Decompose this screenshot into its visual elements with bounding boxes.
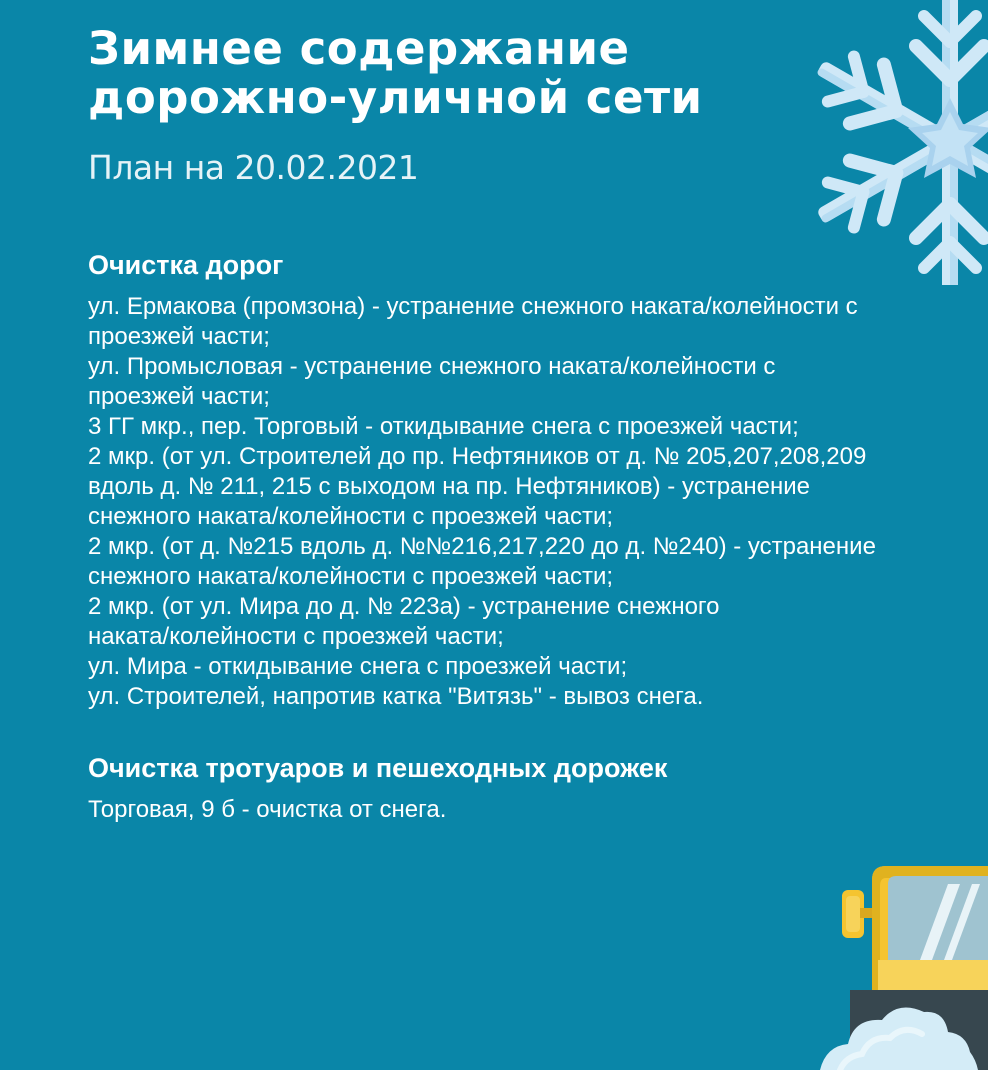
plan-date-subtitle: План на 20.02.2021 (88, 148, 419, 187)
list-item: ул. Строителей, напротив катка "Витязь" - вывоз снега. (88, 683, 704, 710)
list-item: 2 мкр. (от ул. Мира до д. № 223а) - устранение снежного (88, 593, 720, 620)
road-cleaning-list (88, 292, 958, 712)
road-cleaning-heading: Очистка дорог (88, 250, 284, 280)
list-item: 2 мкр. (от д. №215 вдоль д. №№216,217,220 до д. №240) - устранение (88, 533, 876, 560)
road-cleaning-section (88, 248, 958, 712)
walkway-cleaning-section (88, 751, 958, 825)
title-line-2: дорожно-уличной сети (88, 71, 703, 124)
list-item: ул. Промысловая - устранение снежного наката/колейности с (88, 353, 776, 380)
walkway-cleaning-list (88, 795, 958, 825)
list-item: снежного наката/колейности с проезжей части; (88, 563, 614, 590)
list-item: ул. Ермакова (промзона) - устранение снежного наката/колейности с (88, 293, 858, 320)
walkway-cleaning-heading: Очистка тротуаров и пешеходных дорожек (88, 753, 668, 783)
list-item: вдоль д. № 211, 215 с выходом на пр. Нефтяников) - устранение (88, 473, 810, 500)
list-item: ул. Мира - откидывание снега с проезжей части; (88, 653, 628, 680)
list-item: проезжей части; (88, 323, 270, 350)
list-item: Торговая, 9 б - очистка от снега. (88, 796, 447, 823)
list-item: наката/колейности с проезжей части; (88, 623, 504, 650)
snowflake-icon (800, 0, 988, 285)
title-line-1: Зимнее содержание (88, 22, 630, 75)
list-item: 2 мкр. (от ул. Строителей до пр. Нефтяников от д. № 205,207,208,209 (88, 443, 867, 470)
page-title (88, 24, 808, 122)
list-item: 3 ГГ мкр., пер. Торговый - откидывание снега с проезжей части; (88, 413, 799, 440)
list-item: проезжей части; (88, 383, 270, 410)
list-item: снежного наката/колейности с проезжей части; (88, 503, 614, 530)
snowplow-icon (820, 860, 988, 1070)
